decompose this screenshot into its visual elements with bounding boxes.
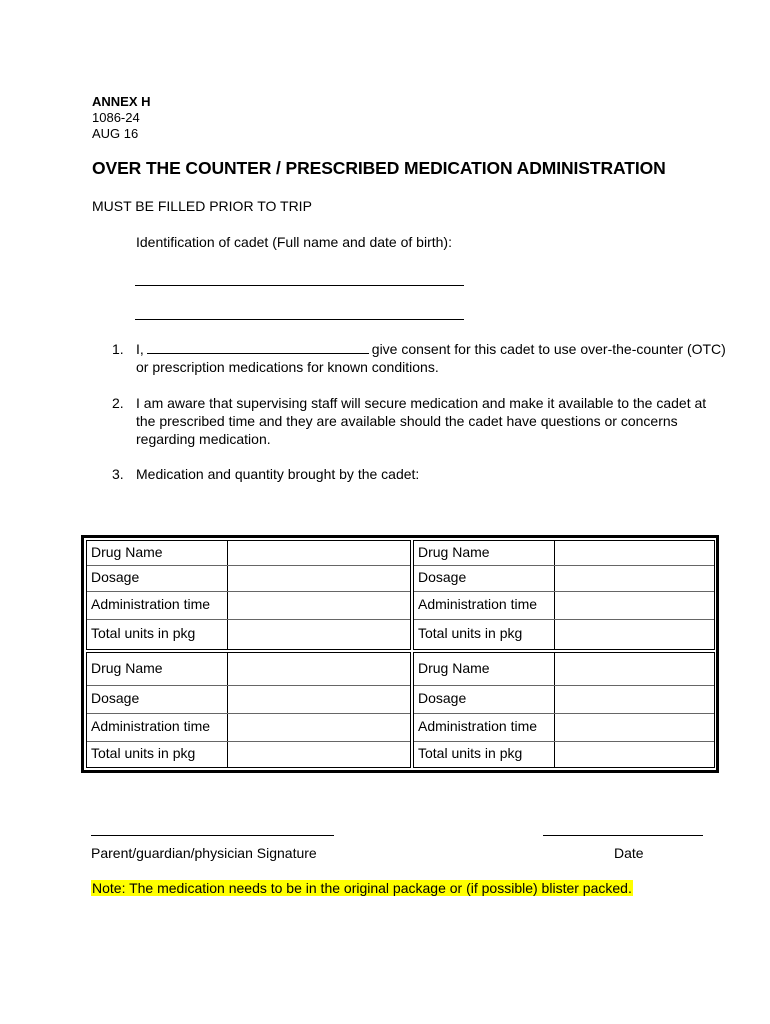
row-label: Administration time bbox=[418, 596, 538, 612]
cadet-dob-field[interactable] bbox=[135, 319, 464, 320]
row-label: Administration time bbox=[91, 718, 211, 734]
value-cell[interactable] bbox=[555, 541, 714, 565]
item-number: 3. bbox=[112, 466, 124, 482]
table-row bbox=[414, 565, 714, 592]
value-cell[interactable] bbox=[228, 565, 410, 591]
item-text: I am aware that supervising staff will secure medication and make it available to the cadet at the prescribed time and they are available should the cadet have questions or concerns regarding medication. bbox=[136, 395, 707, 447]
value-cell[interactable] bbox=[228, 541, 410, 565]
value-cell[interactable] bbox=[228, 653, 410, 685]
row-label: Drug Name bbox=[418, 544, 490, 560]
row-label: Drug Name bbox=[418, 660, 490, 676]
row-label: Total units in pkg bbox=[91, 625, 196, 641]
row-label: Dosage bbox=[418, 569, 467, 585]
table-row bbox=[87, 653, 410, 686]
value-cell[interactable] bbox=[555, 713, 714, 741]
table-row bbox=[414, 591, 714, 620]
value-cell[interactable] bbox=[555, 619, 714, 649]
row-label: Administration time bbox=[418, 718, 538, 734]
medication-entry-block bbox=[86, 652, 411, 768]
item-text bbox=[136, 340, 726, 376]
table-row bbox=[414, 619, 714, 649]
table-row bbox=[87, 619, 410, 649]
row-label: Total units in pkg bbox=[91, 745, 196, 761]
item-text-before: I, bbox=[136, 341, 144, 357]
date-field[interactable] bbox=[543, 835, 703, 836]
value-cell[interactable] bbox=[555, 653, 714, 685]
item-number: 2. bbox=[112, 395, 124, 411]
requirement-notice: MUST BE FILLED PRIOR TO TRIP bbox=[92, 198, 312, 214]
signature-field[interactable] bbox=[91, 835, 334, 836]
table-row bbox=[87, 541, 410, 566]
form-title: OVER THE COUNTER / PRESCRIBED MEDICATION ADMINISTRATION bbox=[92, 158, 666, 178]
table-row bbox=[414, 713, 714, 742]
table-row bbox=[87, 685, 410, 714]
value-cell[interactable] bbox=[555, 565, 714, 591]
row-label: Drug Name bbox=[91, 660, 163, 676]
table-row bbox=[87, 565, 410, 592]
value-cell[interactable] bbox=[228, 741, 410, 767]
row-label: Administration time bbox=[91, 596, 211, 612]
table-row bbox=[87, 591, 410, 620]
value-cell[interactable] bbox=[228, 591, 410, 619]
table-row bbox=[414, 685, 714, 714]
highlighted-note: Note: The medication needs to be in the original package or (if possible) blister packed. bbox=[92, 880, 632, 896]
medication-entry-block bbox=[86, 540, 411, 650]
table-row bbox=[414, 741, 714, 767]
row-label: Dosage bbox=[91, 690, 140, 706]
value-cell[interactable] bbox=[228, 685, 410, 713]
table-row bbox=[414, 653, 714, 686]
item-text-after: give consent for this cadet to use over-the-counter (OTC) or prescription medications for known conditions. bbox=[136, 341, 726, 375]
annex-label: ANNEX H bbox=[92, 94, 151, 109]
table-row bbox=[414, 541, 714, 566]
item-number: 1. bbox=[112, 341, 124, 357]
table-row bbox=[87, 713, 410, 742]
document-date: AUG 16 bbox=[92, 126, 139, 141]
cadet-name-field[interactable] bbox=[135, 285, 464, 286]
consenter-name-field[interactable] bbox=[147, 340, 369, 354]
row-label: Drug Name bbox=[91, 544, 163, 560]
medication-entry-block bbox=[413, 540, 715, 650]
item-text: Medication and quantity brought by the cadet: bbox=[136, 466, 420, 482]
document-number: 1086-24 bbox=[92, 110, 140, 125]
table-row bbox=[87, 741, 410, 767]
value-cell[interactable] bbox=[555, 741, 714, 767]
value-cell[interactable] bbox=[555, 685, 714, 713]
signature-label: Parent/guardian/physician Signature bbox=[91, 845, 317, 861]
value-cell[interactable] bbox=[228, 713, 410, 741]
value-cell[interactable] bbox=[228, 619, 410, 649]
medication-table bbox=[81, 535, 719, 773]
identification-label: Identification of cadet (Full name and date of birth): bbox=[136, 234, 452, 250]
row-label: Total units in pkg bbox=[418, 745, 523, 761]
date-label: Date bbox=[614, 845, 644, 861]
row-label: Dosage bbox=[91, 569, 140, 585]
row-label: Total units in pkg bbox=[418, 625, 523, 641]
row-label: Dosage bbox=[418, 690, 467, 706]
value-cell[interactable] bbox=[555, 591, 714, 619]
medication-entry-block bbox=[413, 652, 715, 768]
